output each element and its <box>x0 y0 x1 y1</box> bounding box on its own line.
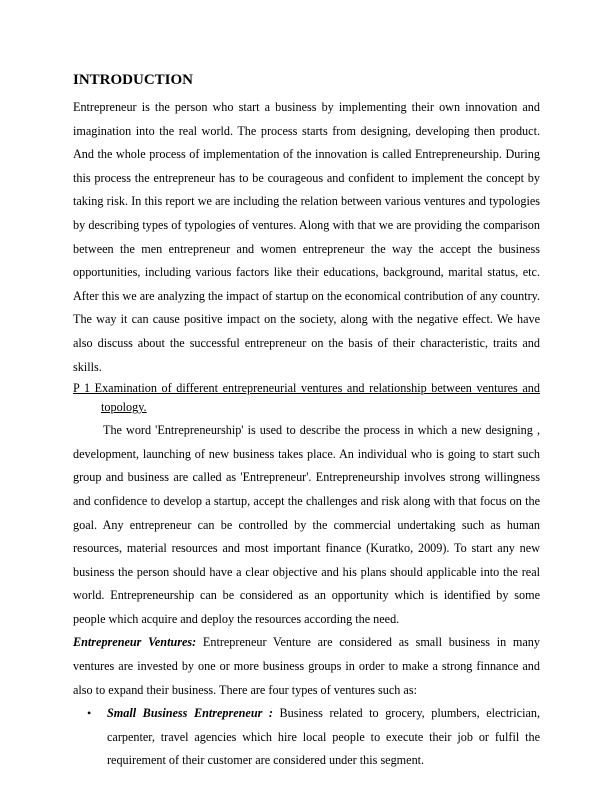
introduction-paragraph: Entrepreneur is the person who start a business by implementing their own innovation and imagination into the real world. The process starts from designing, developing then product. And the whole process of implementation of the innovation is called Entrepreneurship. During this process the entrepreneur has to be courageous and confident to implement the concept by taking risk. In this report we are including the relation between various ventures and typologies by describing types of typologies of ventures. Along with that we are providing the comparison between the men entrepreneur and women entrepreneur the way the accept the business opportunities, including various factors like their educations, background, marital status, etc. After this we are analyzing the impact of startup on the economical contribution of any country. The way it can cause positive impact on the society, along with the negative effect. We have also discuss about the successful entrepreneur on the basis of their characteristic, traits and skills. <box>73 100 540 374</box>
section-p1-paragraph: The word 'Entrepreneurship' is used to describe the process in which a new designing , development, launching of new business takes place. An individual who is going to start such group and business are called as 'Entrepreneur'. Entrepreneurship involves strong willingness and confidence to develop a startup, accept the challenges and risk along with that focus on the goal. Any entrepreneur can be controlled by the commercial undertaking such as human resources, material resources and most important finance (Kuratko, 2009). To start any new business the person should have a clear objective and his plans should applicable into the real world. Entrepreneurship can be considered as an opportunity which is identified by some people which acquire and deploy the resources according the need. <box>73 423 540 626</box>
ventures-paragraph <box>73 631 540 702</box>
ventures-list <box>73 702 540 773</box>
ventures-text: Entrepreneur Venture are considered as small business in many ventures are invested by one or more business groups in order to make a strong finnance and also to expand their business. There are four types of ventures such as: <box>73 635 540 697</box>
bullet-icon: • <box>87 706 92 721</box>
list-item-text <box>107 702 540 773</box>
list-item-body: Business related to grocery, plumbers, electrician, carpenter, travel agencies which hire local people to execute their job or fulfil the requirement of their customer are considered under this segment. <box>107 706 540 768</box>
document-body <box>73 70 540 773</box>
ventures-label: Entrepreneur Ventures: <box>73 635 197 650</box>
list-item-label: Small Business Entrepreneur : <box>107 706 273 721</box>
list-item <box>73 702 540 773</box>
introduction-heading: INTRODUCTION <box>73 72 194 88</box>
section-p1-heading: P 1 Examination of different entrepreneurial ventures and relationship between ventures and topology. <box>73 381 540 415</box>
